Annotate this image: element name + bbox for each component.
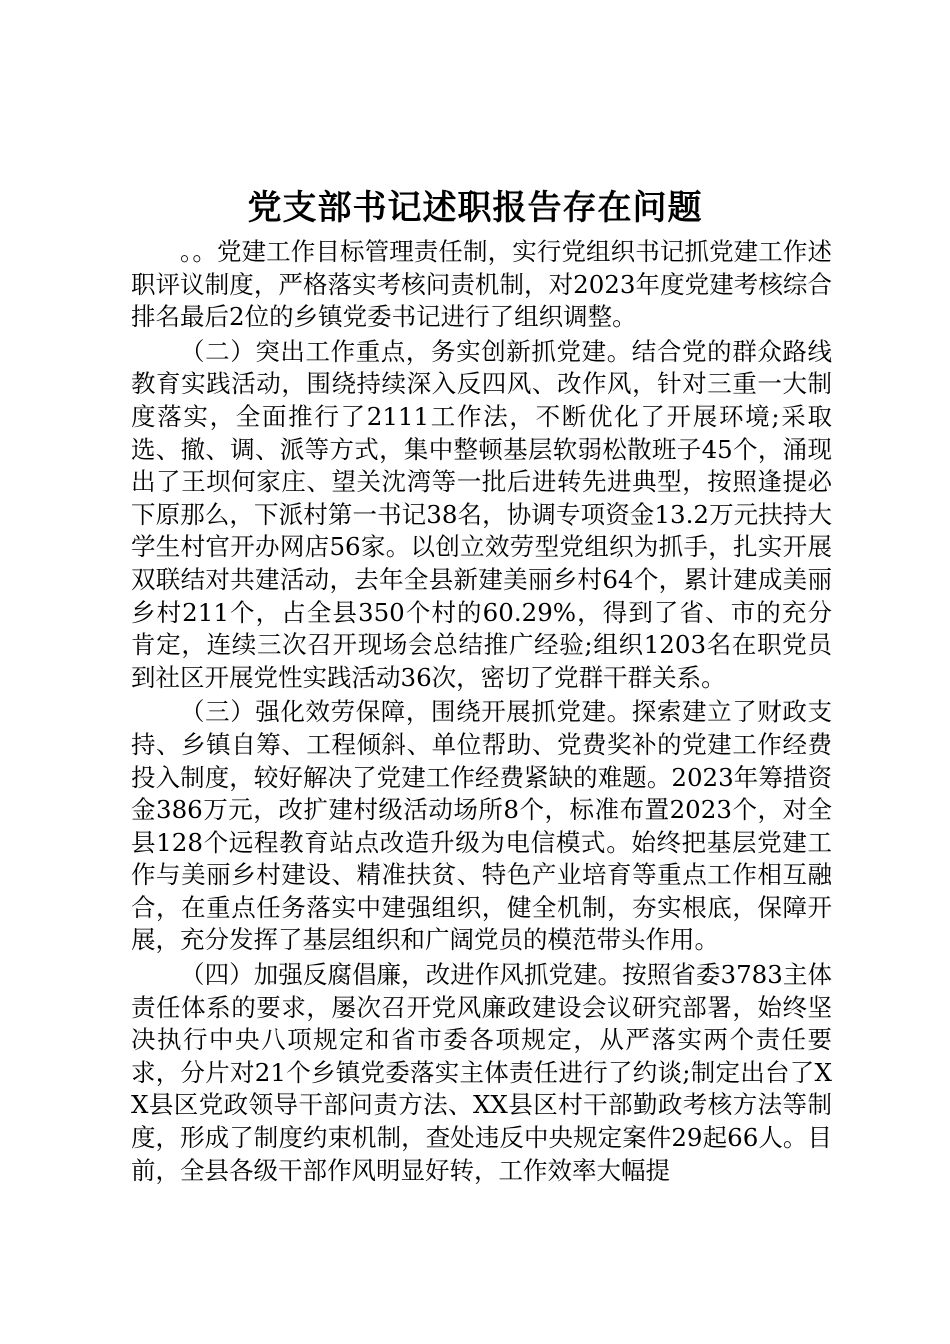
document-title: 党支部书记述职报告存在问题: [247, 188, 703, 228]
paragraph-section-3: （三）强化效劳保障，围绕开展抓党建。探索建立了财政支持、乡镇自筹、工程倾斜、单位帮助、党费奖补的党建工作经费投入制度，较好解决了党建工作经费紧缺的难题。2023年筹措资金386万元，改扩建村级活动场所8个，标准布置2023个，对全县128个远程教育站点改造升级为电信模式。始终把基层党建工作与美丽乡村建设、精准扶贫、特色产业培育等重点工作相互融合，在重点任务落实中建强组织，健全机制，夯实根底，保障开展，充分发挥了基层组织和广阔党员的模范带头作用。: [131, 697, 832, 955]
paragraph-section-2: （二）突出工作重点，务实创新抓党建。结合党的群众路线教育实践活动，围绕持续深入反四风、改作风，针对三重一大制度落实，全面推行了2111工作法，不断优化了开展环境;采取选、撤、调、派等方式，集中整顿基层软弱松散班子45个，涌现出了王坝何家庄、望关沈湾等一批后进转先进典型，按照逢提必下原那么，下派村第一书记38名，协调专项资金13.2万元扶持大学生村官开办网店56家。以创立效劳型党组织为抓手，扎实开展双联结对共建活动，去年全县新建美丽乡村64个，累计建成美丽乡村211个，占全县350个村的60.29%，得到了省、市的充分肯定，连续三次召开现场会总结推广经验;组织1203名在职党员到社区开展党性实践活动36次，密切了党群干群关系。: [131, 336, 832, 692]
paragraph-section-4: （四）加强反腐倡廉，改进作风抓党建。按照省委3783主体责任体系的要求，屡次召开党风廉政建设会议研究部署，始终坚决执行中央八项规定和省市委各项规定，从严落实两个责任要求，分片对21个乡镇党委落实主体责任进行了约谈;制定出台了XX县区党政领导干部问责方法、XX县区村干部勤政考核方法等制度，形成了制度约束机制，查处违反中央规定案件29起66人。目前，全县各级干部作风明显好转，工作效率大幅提: [131, 960, 832, 1185]
document-body: [131, 236, 832, 1187]
paragraph-intro: 。。党建工作目标管理责任制，实行党组织书记抓党建工作述职评议制度，严格落实考核问责机制，对2023年度党建考核综合排名最后2位的乡镇党委书记进行了组织调整。: [131, 237, 832, 332]
